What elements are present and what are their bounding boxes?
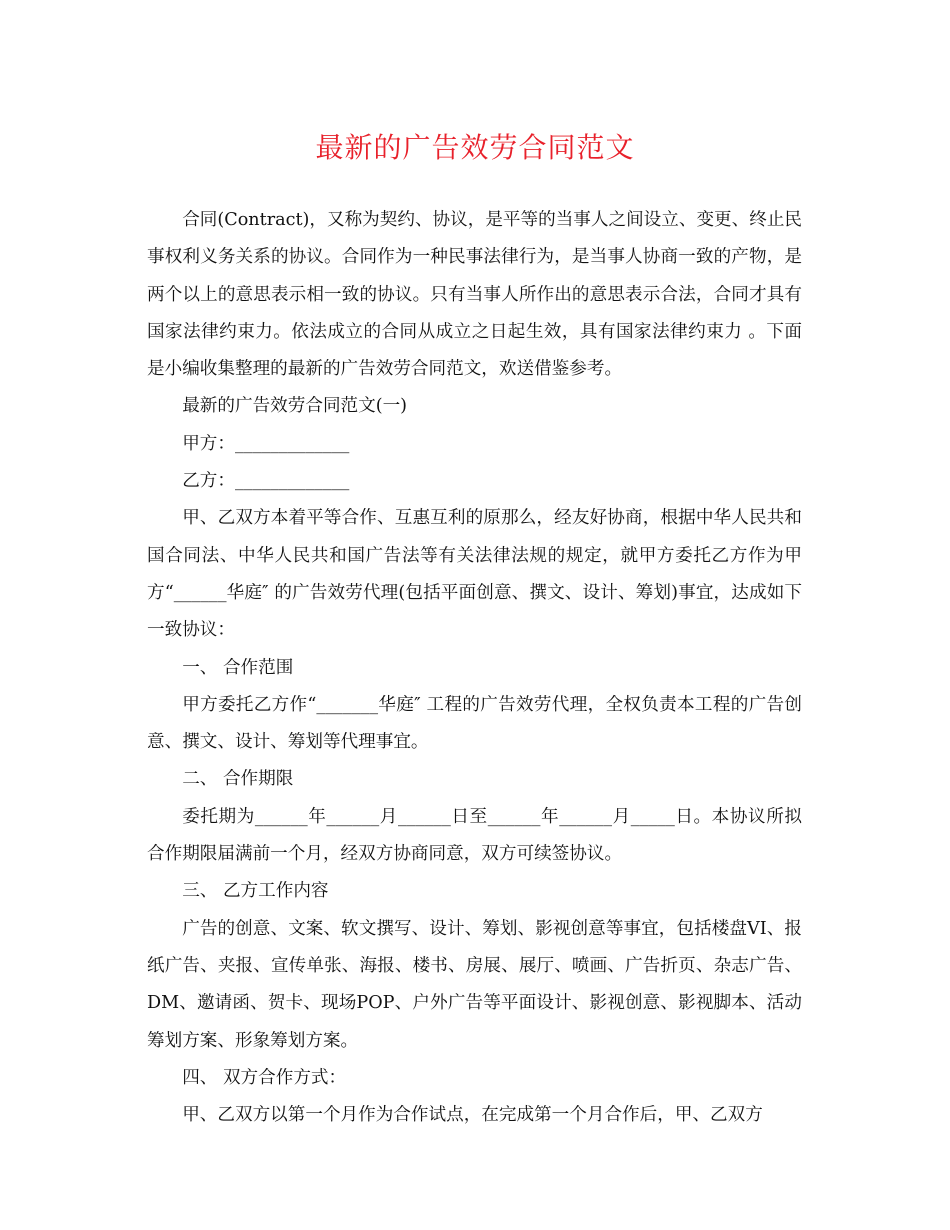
work-paragraph: 广告的创意、文案、软文撰写、设计、筹划、影视创意等事宜，包括楼盘VI、报纸广告、夹报、宣传单张、海报、楼书、房展、展厅、喷画、广告折页、杂志广告、DM、邀请函、贺卡、现场POP、户外广告等平面设计、影视创意、影视脚本、活动筹划方案、形象筹划方案。 — [147, 918, 802, 1051]
section-heading-work: 三、 乙方工作内容 — [182, 881, 329, 902]
party-b-line: 乙方：_____________ — [182, 471, 350, 492]
intro-paragraph: 合同(Contract)，又称为契约、协议，是平等的当事人之间设立、变更、终止民事权利义务关系的协议。合同作为一种民事法律行为，是当事人协商一致的产物，是两个以上的意思表示相一致的协议。只有当事人所作出的意思表示合法，合同才具有国家法律约束力。依法成立的合同从成立之日起生效，具有国家法律约束力 。下面是小编收集整理的最新的广告效劳合同范文，欢送借鉴参考。 — [147, 210, 803, 380]
document-body — [147, 202, 802, 1134]
section-heading-term: 二、 合作期限 — [182, 769, 294, 790]
section-heading-scope: 一、 合作范围 — [182, 657, 294, 678]
scope-paragraph: 甲方委托乙方作“_______华庭″ 工程的广告效劳代理，全权负责本工程的广告创意、撰文、设计、筹划等代理事宜。 — [147, 694, 802, 753]
term-paragraph: 委托期为______年______月______日至______年______月_____日。本协议所拟合作期限届满前一个月，经双方协商同意，双方可续签协议。 — [147, 806, 802, 865]
section-heading-cooperation: 四、 双方合作方式： — [182, 1067, 347, 1088]
contract-subtitle: 最新的广告效劳合同范文(一) — [182, 396, 408, 417]
document-title: 最新的广告效劳合同范文 — [315, 131, 635, 164]
cooperation-paragraph: 甲、乙双方以第一个月作为合作试点，在完成第一个月合作后，甲、乙双方 — [182, 1105, 763, 1126]
party-a-line: 甲方：_____________ — [182, 433, 350, 454]
preamble-paragraph: 甲、乙双方本着平等合作、互惠互利的原那么，经友好协商，根据中华人民共和国合同法、中华人民共和国广告法等有关法律法规的规定，就甲方委托乙方作为甲方“______华庭″ 的广告效劳代理(包括平面创意、撰文、设计、筹划)事宜，达成如下一致协议： — [147, 508, 802, 641]
